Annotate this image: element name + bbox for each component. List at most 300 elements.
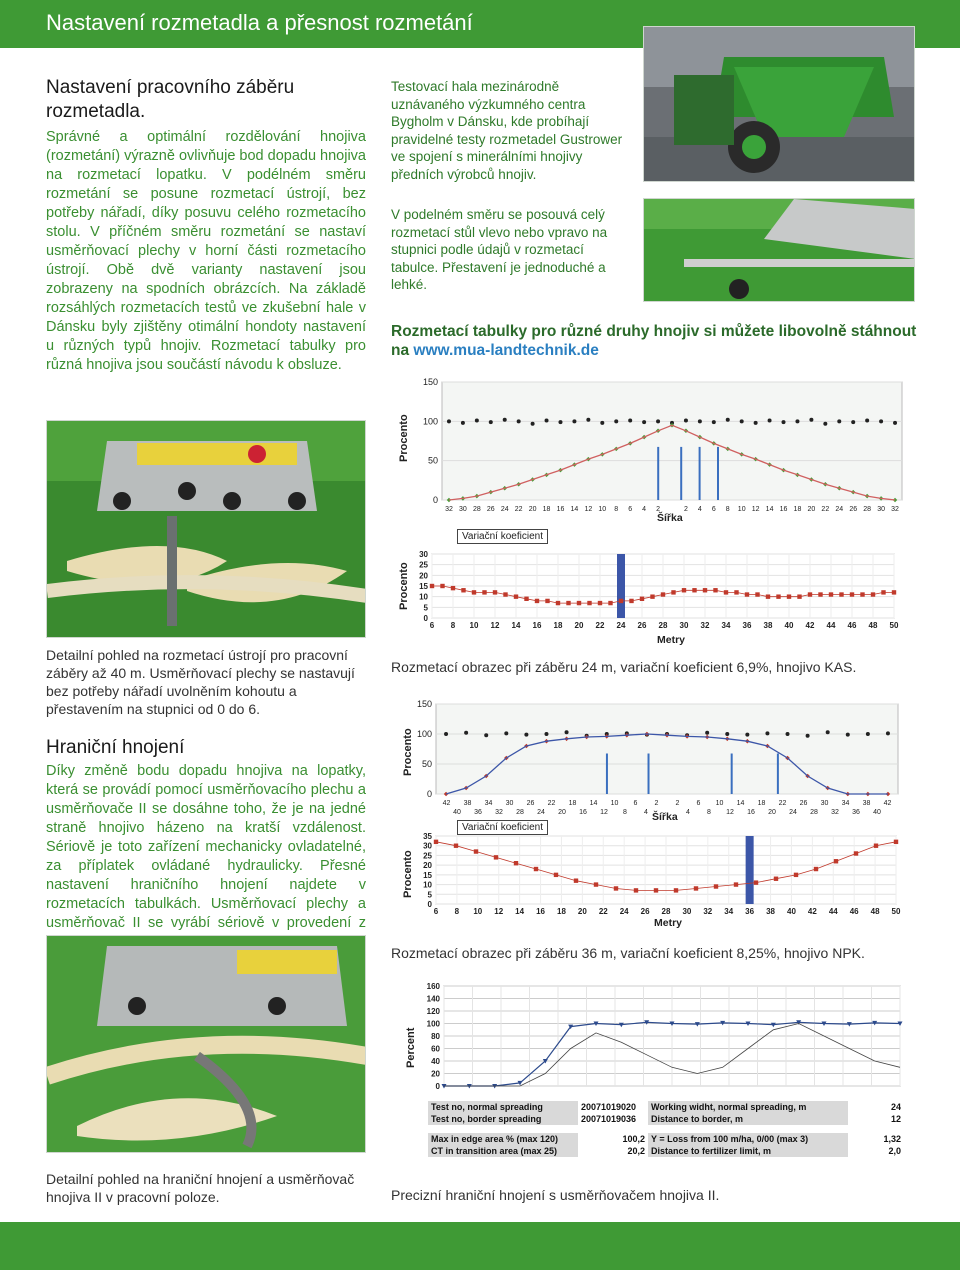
x-tick-label: 20 bbox=[577, 907, 587, 916]
x-tick-label: 34 bbox=[484, 800, 493, 807]
x-tick-label: 34 bbox=[841, 800, 850, 807]
data-point-series1 bbox=[795, 419, 799, 423]
spreader-detail-photo bbox=[46, 420, 366, 638]
test-info-table bbox=[428, 1101, 904, 1157]
data-point-series1 bbox=[600, 421, 604, 425]
y-tick-label: 5 bbox=[427, 890, 432, 900]
coef-point bbox=[734, 590, 738, 594]
table-cell: 20071019036 bbox=[581, 1114, 637, 1124]
coef-point bbox=[430, 584, 434, 588]
x-tick-label: 2 bbox=[654, 800, 659, 807]
x-tick-label-2: 28 bbox=[516, 809, 524, 816]
y-tick-label: 100 bbox=[426, 1019, 440, 1029]
y-tick-label: 0 bbox=[426, 789, 432, 799]
table-row bbox=[428, 1133, 904, 1145]
x-tick-label: 30 bbox=[682, 907, 692, 916]
table-cell: 1,32 bbox=[883, 1134, 901, 1144]
x-tick-label-2: 12 bbox=[600, 809, 608, 816]
coef-point bbox=[818, 592, 822, 596]
x-tick-label: 28 bbox=[472, 506, 481, 513]
coef-point bbox=[634, 888, 638, 892]
x-tick-label: 22 bbox=[778, 800, 787, 807]
table-cell: Working widht, normal spreading, m bbox=[648, 1101, 848, 1113]
coef-point bbox=[451, 586, 455, 590]
x-tick-label: 6 bbox=[696, 800, 701, 807]
data-point-series1 bbox=[558, 420, 562, 424]
coef-point bbox=[454, 844, 458, 848]
y-tick-label: 25 bbox=[423, 851, 432, 861]
coef-point bbox=[554, 873, 558, 877]
coef-point bbox=[692, 588, 696, 592]
x-tick-label: 50 bbox=[891, 907, 901, 916]
coef-point bbox=[892, 590, 896, 594]
photo2-caption: Detailní pohled na hraniční hnojení a usměrňovač hnojiva II v pracovní poloze. bbox=[46, 1171, 355, 1205]
coef-point bbox=[724, 590, 728, 594]
coef-point bbox=[654, 888, 658, 892]
table-cell: Max in edge area % (max 120) bbox=[428, 1133, 578, 1145]
download-link[interactable]: www.mua-landtechnik.de bbox=[413, 342, 599, 359]
section1-text: Správné a optimální rozdělování hnojiva (rozmetání) výrazně ovlivňuje bod dopadu hnojiva na rozmetací lopatku. V podélném směru rozmetání se posune rozmetací ústrojí, bez potřeby nářadí, díky posuvu celého rozmetacího stolu. V příčném směru rozmetání se nastaví usměrňovací plechy v horní části rozmetacího ústrojí. Obě dvě varianty nastavení jsou zobrazeny na spodních obrázcích. Na základě rozsáhlých rozmetacích testů ve zkušební hale v Dánsku byly zjištěny otimální hondoty nastavení u různých typů hnojiv. Rozmetací tabulky pro různá hnojiva jsou součástí návodu k obsluze. bbox=[46, 129, 366, 373]
coef-point bbox=[894, 840, 898, 844]
data-point-series1 bbox=[893, 421, 897, 425]
chart1-svg bbox=[390, 374, 930, 524]
table-cell: 2,0 bbox=[888, 1146, 901, 1156]
x-tick-label: 14 bbox=[570, 506, 579, 513]
y-tick-label: 10 bbox=[423, 880, 432, 890]
chart3-vk-label: Variační koeficient bbox=[457, 820, 548, 835]
coef-point bbox=[808, 592, 812, 596]
y-tick-label: 60 bbox=[431, 1044, 440, 1054]
x-tick-label: 18 bbox=[557, 907, 566, 916]
coef-point bbox=[434, 840, 438, 844]
coef-point bbox=[608, 601, 612, 605]
x-tick-label: 12 bbox=[490, 621, 500, 630]
section1-title: Nastavení pracovního záběru rozmetadla. bbox=[46, 77, 295, 122]
chart3-svg bbox=[390, 698, 930, 818]
coef-point bbox=[482, 590, 486, 594]
x-tick-label: 14 bbox=[765, 506, 774, 513]
table-spacer bbox=[428, 1125, 904, 1133]
x-tick-label: 10 bbox=[469, 621, 479, 630]
coef-point bbox=[574, 878, 578, 882]
x-tick-label: 22 bbox=[514, 506, 523, 513]
data-point-series1 bbox=[524, 733, 528, 737]
y-tick-label: 0 bbox=[432, 495, 438, 505]
coef-point bbox=[734, 882, 738, 886]
coef-point bbox=[494, 855, 498, 859]
data-point-series1 bbox=[464, 731, 468, 735]
coef-point bbox=[834, 859, 838, 863]
data-point-series1 bbox=[754, 421, 758, 425]
data-point-series1 bbox=[565, 730, 569, 734]
x-tick-label: 10 bbox=[715, 800, 724, 807]
y-tick-label: 150 bbox=[422, 377, 438, 387]
x-tick-label: 38 bbox=[862, 800, 871, 807]
table-text: V podelném směru se posouvá celý rozmetací stůl vlevo nebo vpravo na stupnici podle údajů v rozmetací tabulce. Přestavení je jednoduché a lehké. bbox=[391, 207, 608, 292]
table-cell: 20071019020 bbox=[581, 1102, 637, 1112]
data-point-series1 bbox=[503, 418, 507, 422]
table-row bbox=[428, 1145, 904, 1157]
y-tick-label: 15 bbox=[423, 870, 432, 880]
x-tick-label: 42 bbox=[883, 800, 892, 807]
x-tick-label: 4 bbox=[697, 506, 702, 513]
data-point-series1 bbox=[444, 732, 448, 736]
x-tick-label-2: 24 bbox=[537, 809, 545, 816]
x-tick-label: 28 bbox=[863, 506, 872, 513]
data-point-series1 bbox=[705, 731, 709, 735]
data-point-series1 bbox=[865, 419, 869, 423]
y-tick-label: 120 bbox=[426, 1007, 440, 1016]
coef-point bbox=[493, 590, 497, 594]
data-point-series1 bbox=[786, 732, 790, 736]
x-tick-label: 26 bbox=[486, 506, 495, 513]
table-cell: 100,2 bbox=[622, 1134, 645, 1144]
y-tick-label: 160 bbox=[426, 982, 440, 991]
coef-point bbox=[850, 592, 854, 596]
chart4-ylabel: Procento bbox=[402, 850, 414, 898]
x-tick-label-2: 36 bbox=[474, 809, 482, 816]
x-tick-label: 14 bbox=[511, 621, 521, 630]
coef-point bbox=[766, 594, 770, 598]
data-point-series1 bbox=[614, 419, 618, 423]
x-tick-label: 42 bbox=[805, 621, 815, 630]
coef-point bbox=[594, 882, 598, 886]
chart1-ylabel: Procento bbox=[398, 414, 410, 462]
coef-point bbox=[754, 880, 758, 884]
chart2-coefficient bbox=[390, 546, 930, 646]
y-tick-label: 50 bbox=[421, 759, 432, 769]
x-tick-label: 28 bbox=[658, 621, 668, 630]
table-cell: CT in transition area (max 25) bbox=[428, 1145, 578, 1157]
x-tick-label: 40 bbox=[787, 907, 796, 916]
x-tick-label: 22 bbox=[547, 800, 556, 807]
chart5-ylabel: Percent bbox=[405, 1027, 417, 1068]
download-note-text: Rozmetací tabulky pro různé druhy hnojiv si můžete libovolně stáhnout na bbox=[391, 323, 917, 359]
x-tick-label-2: 16 bbox=[579, 809, 587, 816]
coef-point bbox=[871, 592, 875, 596]
x-tick-label-2: 12 bbox=[726, 809, 734, 816]
x-tick-label-2: 8 bbox=[623, 809, 627, 816]
plot-area bbox=[442, 382, 902, 500]
x-tick-label: 18 bbox=[542, 506, 551, 513]
x-tick-label: 30 bbox=[877, 506, 885, 513]
table-cell: Y = Loss from 100 m/ha, 0/00 (max 3) bbox=[648, 1133, 848, 1145]
coef-point bbox=[614, 886, 618, 890]
x-tick-label: 2 bbox=[675, 800, 680, 807]
data-point-series1 bbox=[879, 419, 883, 423]
x-tick-label: 2 bbox=[656, 506, 661, 513]
y-tick-label: 30 bbox=[423, 841, 432, 851]
y-tick-label: 80 bbox=[431, 1032, 440, 1041]
table-row bbox=[428, 1113, 904, 1125]
test-hall-photo bbox=[643, 26, 915, 182]
coef-point bbox=[874, 844, 878, 848]
data-point-series1 bbox=[475, 419, 479, 423]
chart5-svg bbox=[390, 982, 930, 1092]
x-tick-label: 30 bbox=[505, 800, 514, 807]
table-cell: 12 bbox=[890, 1114, 901, 1124]
coef-point bbox=[860, 592, 864, 596]
chart3-xlabel: Šířka bbox=[652, 811, 678, 823]
section2-text: Díky změně bodu dopadu hnojiva na lopatky, která se provádí pomocí usměrňovacího plechu a usměrňovače II se dosáhne toho, že je na jedné straně hnojivo házeno na kratší vzdálenost. Sériově je toto zařízení mechanicky ovladatelné, za příplatek ovládané hydraulicky. Přesné nastavení hraničního hnojení najdete v rozmetacích tabulkách. Usměrňovací plechy a usměrňovač II se vyrábí sériově v provedení z bbox=[46, 763, 366, 931]
coef-point bbox=[650, 594, 654, 598]
x-tick-label: 2 bbox=[683, 506, 688, 513]
x-tick-label: 14 bbox=[515, 907, 525, 916]
x-tick-label: 18 bbox=[553, 621, 563, 630]
x-tick-label: 16 bbox=[532, 621, 542, 630]
coef-point bbox=[587, 601, 591, 605]
x-tick-label: 18 bbox=[793, 506, 802, 513]
x-tick-label: 6 bbox=[711, 506, 716, 513]
coef-point bbox=[474, 849, 478, 853]
coef-point bbox=[577, 601, 581, 605]
x-tick-label: 44 bbox=[828, 907, 838, 916]
coef-point bbox=[745, 592, 749, 596]
coef-point bbox=[797, 594, 801, 598]
section1 bbox=[46, 76, 366, 126]
coef-point bbox=[694, 886, 698, 890]
coef-point bbox=[854, 851, 858, 855]
x-tick-label-2: 4 bbox=[644, 809, 648, 816]
x-tick-label: 22 bbox=[595, 621, 605, 630]
data-point-series1 bbox=[517, 419, 521, 423]
x-tick-label: 44 bbox=[826, 621, 836, 630]
data-point-series1 bbox=[765, 731, 769, 735]
intro-text: Testovací hala mezinárodně uznávaného výzkumného centra Bygholm v Dánsku, kde probíhají pravidelné testy rozmetadel Gustrower ve spojení s minerálními hnojivy předních výrobců hnojiv. bbox=[391, 79, 623, 182]
data-point-series1 bbox=[823, 422, 827, 426]
x-tick-label-2: 28 bbox=[810, 809, 818, 816]
data-point-series1 bbox=[745, 733, 749, 737]
table-cell: 24 bbox=[890, 1102, 901, 1112]
x-tick-label: 50 bbox=[889, 621, 899, 630]
y-tick-label: 50 bbox=[427, 455, 438, 466]
x-tick-label-2: 24 bbox=[789, 809, 797, 816]
coef-point bbox=[534, 867, 538, 871]
data-point-series1 bbox=[586, 418, 590, 422]
coef-point bbox=[776, 594, 780, 598]
table-cell: 20,2 bbox=[627, 1146, 645, 1156]
table-cell: Test no, normal spreading bbox=[428, 1101, 578, 1113]
data-point-series1 bbox=[826, 730, 830, 734]
x-tick-label: 46 bbox=[849, 907, 859, 916]
x-tick-label: 12 bbox=[494, 907, 504, 916]
chart4-xlabel: Metry bbox=[654, 917, 683, 929]
data-point-series1 bbox=[572, 419, 576, 423]
data-point-series1 bbox=[726, 418, 730, 422]
y-tick-label: 35 bbox=[423, 832, 432, 841]
x-tick-label-2: 4 bbox=[686, 809, 690, 816]
coef-point bbox=[440, 584, 444, 588]
x-tick-label: 42 bbox=[807, 907, 817, 916]
y-tick-label: 20 bbox=[431, 1069, 440, 1079]
data-point-series1 bbox=[851, 420, 855, 424]
x-tick-label: 24 bbox=[619, 907, 629, 916]
x-tick-label: 20 bbox=[528, 506, 537, 513]
coef-point bbox=[566, 601, 570, 605]
x-tick-label: 6 bbox=[433, 907, 439, 916]
chart1-distribution bbox=[390, 374, 930, 524]
x-tick-label: 36 bbox=[742, 621, 752, 630]
highlight-bar bbox=[746, 836, 754, 904]
coef-point bbox=[629, 599, 633, 603]
y-tick-label: 5 bbox=[423, 603, 428, 613]
y-tick-label: 100 bbox=[422, 416, 438, 427]
coef-point bbox=[545, 599, 549, 603]
coef-point bbox=[881, 590, 885, 594]
chart1-xlabel: Šířka bbox=[657, 512, 683, 524]
page-title: Nastavení rozmetadla a přesnost rozmetání bbox=[46, 10, 473, 35]
data-point-series1 bbox=[531, 422, 535, 426]
y-tick-label: 0 bbox=[435, 1082, 440, 1091]
coef-point bbox=[794, 873, 798, 877]
x-tick-label-2: 40 bbox=[873, 809, 881, 816]
x-tick-label: 20 bbox=[807, 506, 816, 513]
y-tick-label: 140 bbox=[426, 994, 440, 1004]
x-tick-label: 18 bbox=[568, 800, 577, 807]
data-point-series1 bbox=[684, 419, 688, 423]
y-tick-label: 0 bbox=[423, 614, 428, 623]
x-tick-label: 32 bbox=[703, 907, 713, 916]
x-tick-label-2: 32 bbox=[495, 809, 503, 816]
table-scale-photo bbox=[643, 198, 915, 302]
x-tick-label: 24 bbox=[500, 506, 509, 513]
x-tick-label: 26 bbox=[640, 907, 650, 916]
coef-point bbox=[524, 597, 528, 601]
x-tick-label: 32 bbox=[700, 621, 710, 630]
chart4-coefficient bbox=[390, 832, 930, 924]
x-tick-label: 26 bbox=[526, 800, 535, 807]
x-tick-label: 10 bbox=[598, 506, 607, 513]
coef-point bbox=[514, 594, 518, 598]
table-spacer-cell bbox=[428, 1125, 904, 1133]
data-point-series1 bbox=[809, 418, 813, 422]
data-point-series1 bbox=[725, 732, 729, 736]
x-tick-label: 26 bbox=[849, 506, 858, 513]
coef-point bbox=[674, 888, 678, 892]
x-tick-label-2: 20 bbox=[768, 809, 776, 816]
coef-point bbox=[682, 588, 686, 592]
y-tick-label: 15 bbox=[419, 582, 428, 591]
x-tick-label: 46 bbox=[847, 621, 857, 630]
border-spreading-photo bbox=[46, 935, 366, 1153]
coef-point bbox=[598, 601, 602, 605]
x-tick-label: 32 bbox=[891, 506, 899, 513]
x-tick-label: 16 bbox=[536, 907, 545, 916]
chart3-ylabel: Procento bbox=[402, 728, 414, 776]
x-tick-label: 10 bbox=[473, 907, 483, 916]
coef-point bbox=[472, 590, 476, 594]
coef-point bbox=[787, 594, 791, 598]
x-tick-label: 34 bbox=[724, 907, 734, 916]
table-cell: Test no, border spreading bbox=[428, 1113, 578, 1125]
x-tick-label: 34 bbox=[721, 621, 731, 630]
x-tick-label: 16 bbox=[556, 506, 565, 513]
chart1-caption: Rozmetací obrazec při záběru 24 m, variační koeficient 6,9%, hnojivo KAS. bbox=[391, 659, 857, 675]
data-point-series1 bbox=[698, 419, 702, 423]
x-tick-label: 4 bbox=[642, 506, 647, 513]
x-tick-label: 38 bbox=[763, 621, 773, 630]
x-tick-label: 8 bbox=[450, 621, 456, 630]
data-point-series1 bbox=[866, 732, 870, 736]
data-point-series1 bbox=[545, 419, 549, 423]
data-point-series1 bbox=[712, 420, 716, 424]
highlight-bar bbox=[617, 554, 625, 618]
coef-point bbox=[755, 592, 759, 596]
x-tick-label: 12 bbox=[751, 506, 760, 513]
y-tick-label: 10 bbox=[419, 592, 428, 602]
chart2-ylabel: Procento bbox=[398, 562, 410, 610]
data-point-series1 bbox=[447, 419, 451, 423]
x-tick-label: 30 bbox=[459, 506, 467, 513]
chart1-vk-label: Variační koeficient bbox=[457, 529, 548, 544]
x-tick-label: 36 bbox=[745, 907, 755, 916]
x-tick-label: 18 bbox=[757, 800, 766, 807]
x-tick-label: 38 bbox=[766, 907, 775, 916]
x-tick-label: 28 bbox=[661, 907, 671, 916]
x-tick-label: 32 bbox=[445, 506, 453, 513]
coef-point bbox=[535, 599, 539, 603]
x-tick-label: 20 bbox=[574, 621, 584, 630]
plot-area bbox=[436, 704, 898, 794]
table-row bbox=[428, 1101, 904, 1113]
data-point-series1 bbox=[484, 733, 488, 737]
data-point-series1 bbox=[886, 731, 890, 735]
y-tick-label: 30 bbox=[419, 550, 428, 559]
x-tick-label: 6 bbox=[628, 506, 633, 513]
y-tick-label: 40 bbox=[431, 1057, 440, 1066]
x-tick-label-2: 36 bbox=[852, 809, 860, 816]
x-tick-label: 10 bbox=[737, 506, 746, 513]
table-cell: Distance to border, m bbox=[648, 1113, 848, 1125]
data-point-series1 bbox=[837, 419, 841, 423]
chart4-svg bbox=[390, 832, 930, 924]
footer-bar bbox=[0, 1222, 960, 1270]
x-tick-label: 14 bbox=[589, 800, 598, 807]
chart2-caption: Rozmetací obrazec při záběru 36 m, variační koeficient 8,25%, hnojivo NPK. bbox=[391, 945, 865, 961]
x-tick-label: 16 bbox=[779, 506, 788, 513]
x-tick-label: 10 bbox=[610, 800, 619, 807]
x-tick-label: 22 bbox=[598, 907, 608, 916]
coef-point bbox=[814, 867, 818, 871]
x-tick-label: 12 bbox=[584, 506, 593, 513]
data-point-series1 bbox=[740, 419, 744, 423]
y-tick-label: 20 bbox=[423, 861, 432, 871]
download-note bbox=[391, 322, 921, 360]
coef-point bbox=[514, 861, 518, 865]
x-tick-label-2: 20 bbox=[558, 809, 566, 816]
x-tick-label-2: 16 bbox=[747, 809, 755, 816]
data-point-series1 bbox=[461, 421, 465, 425]
x-tick-label: 14 bbox=[736, 800, 745, 807]
coef-point bbox=[714, 884, 718, 888]
data-point-series1 bbox=[656, 419, 660, 423]
x-tick-label: 26 bbox=[799, 800, 808, 807]
y-tick-label: 20 bbox=[419, 571, 428, 581]
coef-point bbox=[661, 592, 665, 596]
y-tick-label: 25 bbox=[419, 560, 428, 570]
data-point-series1 bbox=[806, 734, 810, 738]
x-tick-label: 30 bbox=[679, 621, 689, 630]
y-tick-label: 100 bbox=[416, 729, 432, 739]
x-tick-label: 42 bbox=[442, 800, 451, 807]
x-tick-label: 24 bbox=[616, 621, 626, 630]
x-tick-label-2: 40 bbox=[453, 809, 461, 816]
coef-point bbox=[556, 601, 560, 605]
coef-point bbox=[503, 592, 507, 596]
data-point-series1 bbox=[628, 419, 632, 423]
section2-title: Hraniční hnojení bbox=[46, 737, 185, 758]
coef-point bbox=[829, 592, 833, 596]
